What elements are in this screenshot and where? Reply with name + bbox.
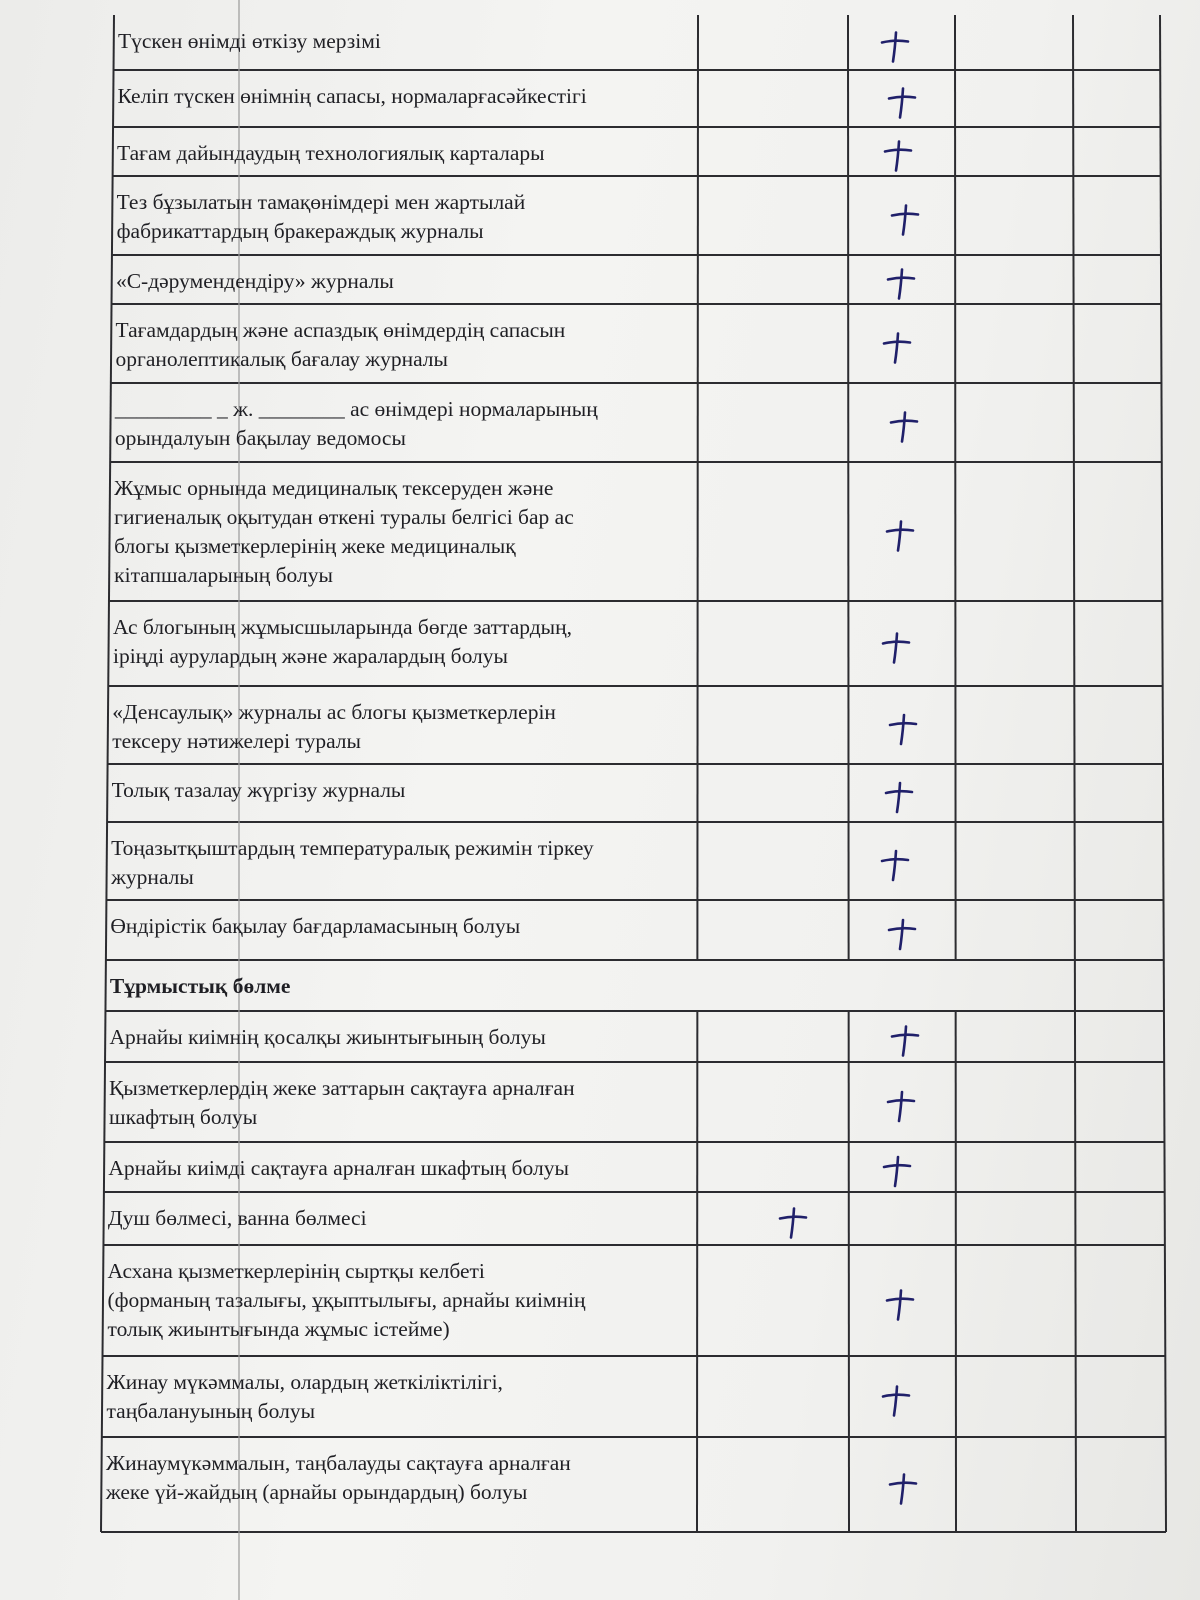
- row-label: іріңді аурулардың және жаралардың болуы: [112, 644, 508, 668]
- row-label: таңбалануының болуы: [106, 1399, 316, 1423]
- plus-mark: [885, 142, 911, 171]
- column-divider: [697, 15, 698, 960]
- row-label: гигиеналық оқытудан өткені туралы белгісі бар ас: [114, 505, 574, 529]
- row-label: Өндірістік бақылау бағдарламасының болуы: [110, 914, 521, 938]
- plus-mark: [890, 715, 916, 744]
- row-label: Душ бөлмесі, ванна бөлмесі: [107, 1206, 367, 1230]
- row-label: Қызметкерлердің жеке заттарын сақтауға арналған: [109, 1076, 575, 1100]
- row-label: Тез бұзылатын тамақөнімдері мен жартылай: [116, 190, 526, 214]
- row-label: Түскен өнімді өткізу мерзімі: [118, 29, 381, 53]
- plus-mark: [883, 1387, 909, 1416]
- plus-mark: [884, 334, 910, 363]
- row-label: органолептикалық бағалау журналы: [115, 347, 448, 371]
- plus-mark: [886, 783, 912, 812]
- plus-mark: [889, 920, 915, 949]
- plus-mark: [889, 89, 915, 118]
- row-label: журналы: [111, 865, 194, 889]
- row-label: Тағам дайындаудың технологиялық карталары: [117, 141, 545, 165]
- plus-mark: [882, 33, 908, 62]
- row-label: Ас блогының жұмысшыларында бөгде заттардың,: [112, 615, 572, 639]
- row-label: шкафтың болуы: [109, 1105, 258, 1129]
- plus-mark: [780, 1209, 806, 1238]
- row-label: толық жиынтығында жұмыс істейме): [107, 1317, 450, 1341]
- row-label: жеке үй-жайдың (арнайы орындардың) болуы: [105, 1480, 528, 1504]
- column-divider: [955, 15, 956, 960]
- plus-mark: [883, 634, 909, 663]
- row-label: Жинау мүкәммалы, олардың жеткіліктілігі,: [106, 1370, 503, 1394]
- row-label: Келіп түскен өнімнің сапасы, нормаларғасәйкестігі: [117, 84, 587, 108]
- plus-mark: [892, 206, 918, 235]
- plus-mark: [884, 1157, 910, 1186]
- plus-mark: [887, 1291, 913, 1320]
- plus-mark: [882, 851, 908, 880]
- plus-mark: [888, 270, 914, 299]
- plus-mark: [891, 413, 917, 442]
- row-label: Арнайы киімнің қосалқы жиынтығының болуы: [109, 1025, 546, 1049]
- plus-mark: [890, 1475, 916, 1504]
- row-label: (форманың тазалығы, ұқыптылығы, арнайы киімнің: [107, 1288, 586, 1312]
- row-label: Тоңазытқыштардың температуралық режимін тіркеу: [111, 836, 594, 860]
- plus-mark: [892, 1027, 918, 1056]
- row-label: блогы қызметкерлерінің жеке медициналық: [114, 534, 516, 558]
- row-label: Жұмыс орнында медициналық тексеруден және: [114, 476, 554, 500]
- row-label: Асхана қызметкерлерінің сыртқы келбеті: [107, 1259, 485, 1283]
- column-divider: [1073, 15, 1076, 1532]
- row-label: Тағамдардың және аспаздық өнімдердің сапасын: [115, 318, 566, 342]
- row-label: орындалуын бақылау ведомосы: [114, 426, 406, 450]
- plus-mark: [887, 522, 913, 551]
- column-divider: [848, 15, 849, 960]
- row-label: фабрикаттардың бракераждық журналы: [116, 219, 484, 243]
- row-label: тексеру нәтижелері туралы: [112, 729, 361, 753]
- row-label: «Денсаулық» журналы ас блогы қызметкерлерін: [112, 700, 556, 724]
- section-title: Тұрмыстық бөлме: [109, 974, 291, 998]
- row-label: «С-дәрумендендіру» журналы: [115, 269, 394, 293]
- row-label: _________ _ ж. ________ ас өнімдері нормаларының: [114, 397, 598, 421]
- row-label: Арнайы киімді сақтауға арналған шкафтың болуы: [108, 1156, 569, 1180]
- row-label: Жинаумүкәммалын, таңбалауды сақтауға арналған: [105, 1451, 571, 1475]
- row-label: Толық тазалау жүргізу журналы: [111, 778, 406, 802]
- row-label: кітапшаларының болуы: [114, 563, 333, 587]
- plus-mark: [888, 1092, 914, 1121]
- table-right-border: [1160, 15, 1166, 1532]
